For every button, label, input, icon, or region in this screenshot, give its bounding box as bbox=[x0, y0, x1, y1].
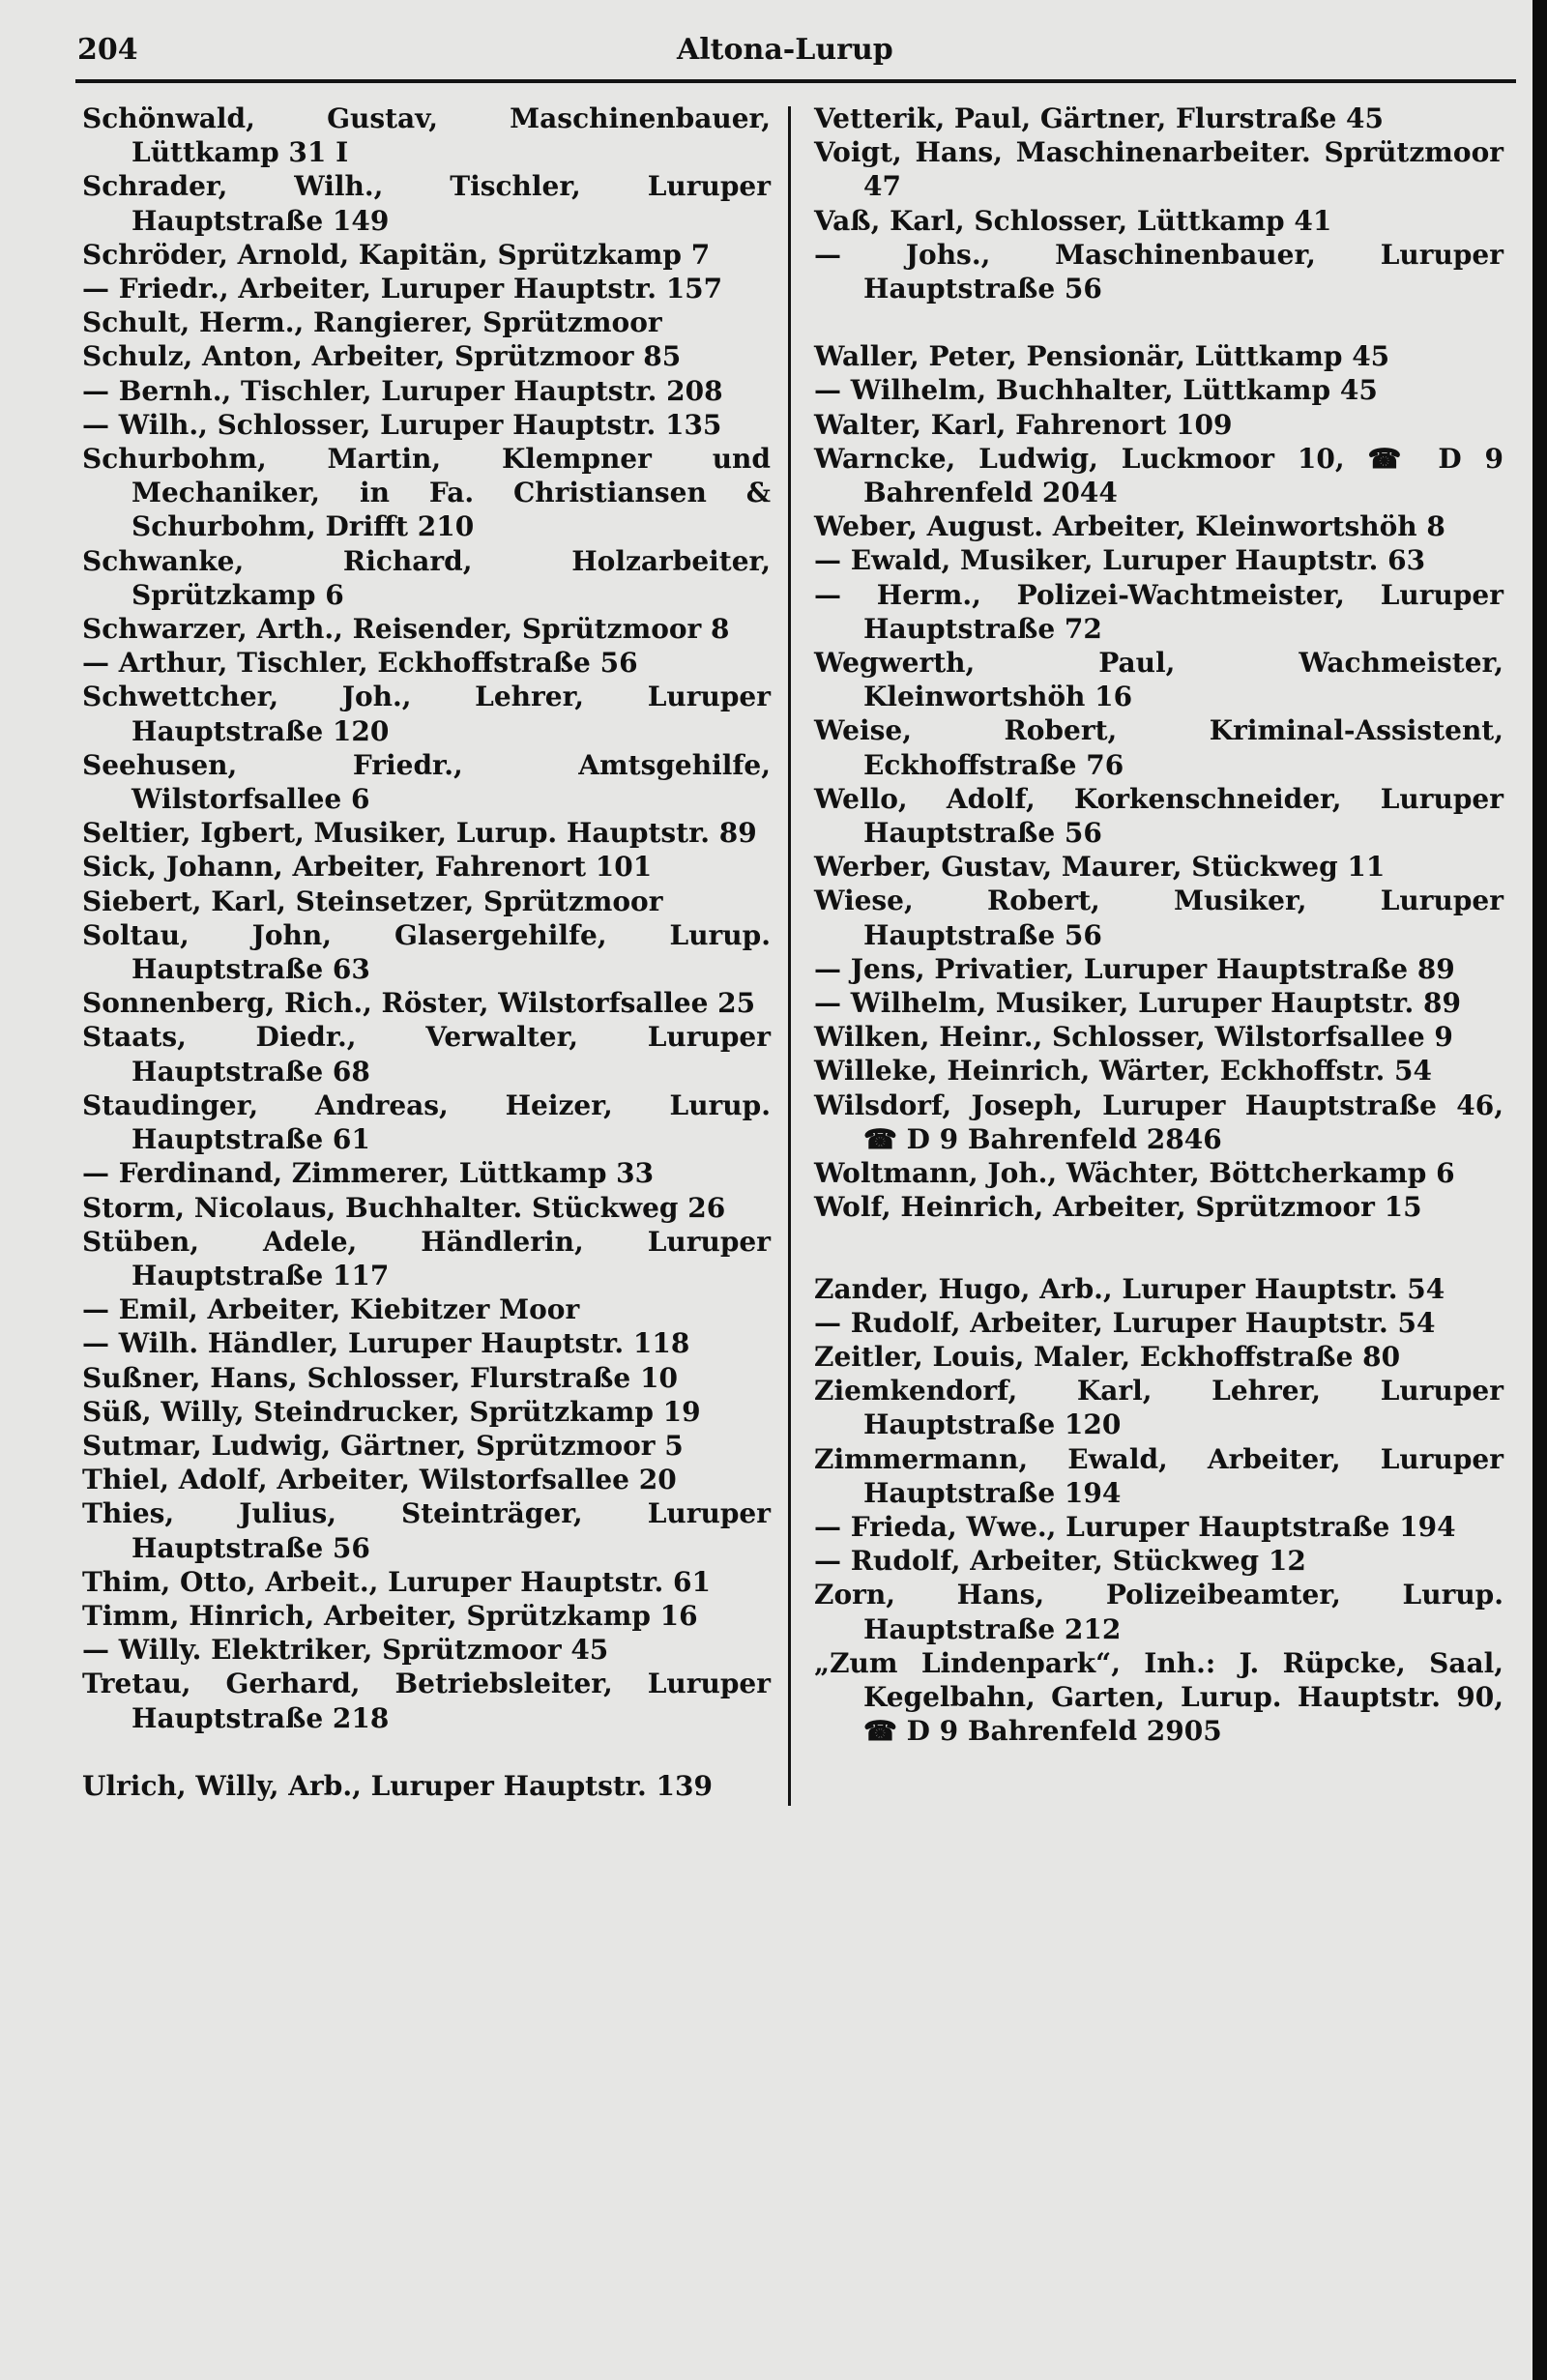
page-number: 204 bbox=[77, 33, 138, 67]
directory-entry: Staats, Diedr., Verwalter, Luruper Hauptstraße 68 bbox=[82, 1021, 771, 1088]
directory-entry: „Zum Lindenpark“, Inh.: J. Rüpcke, Saal, Kegelbahn, Garten, Lurup. Hauptstr. 90, ☎ D 9 Bahrenfeld 2905 bbox=[814, 1646, 1503, 1748]
directory-entry: — Wilh., Schlosser, Luruper Hauptstr. 135 bbox=[82, 408, 722, 441]
right-column bbox=[814, 102, 1503, 1748]
left-column bbox=[82, 102, 771, 1803]
directory-entry: Sonnenberg, Rich., Röster, Wilstorfsallee 25 bbox=[82, 987, 756, 1020]
directory-entry: — Arthur, Tischler, Eckhoffstraße 56 bbox=[82, 647, 638, 680]
directory-entry: Woltmann, Joh., Wächter, Böttcherkamp 6 bbox=[814, 1157, 1455, 1190]
directory-entry: — Frieda, Wwe., Luruper Hauptstraße 194 bbox=[814, 1510, 1456, 1543]
directory-entry: — Wilhelm, Buchhalter, Lüttkamp 45 bbox=[814, 374, 1378, 407]
right-entries-v bbox=[814, 102, 1503, 305]
directory-entry: Warncke, Ludwig, Luckmoor 10, ☎ D 9 Bahrenfeld 2044 bbox=[814, 442, 1503, 509]
section-gap bbox=[814, 305, 1503, 339]
directory-entry: Thiel, Adolf, Arbeiter, Wilstorfsallee 20 bbox=[82, 1464, 677, 1496]
directory-entry: Timm, Hinrich, Arbeiter, Sprützkamp 16 bbox=[82, 1599, 698, 1632]
section-gap bbox=[814, 1225, 1503, 1272]
directory-entry: Zimmermann, Ewald, Arbeiter, Luruper Hauptstraße 194 bbox=[814, 1442, 1503, 1509]
directory-entry: Schröder, Arnold, Kapitän, Sprützkamp 7 bbox=[82, 238, 711, 271]
directory-entry: Stüben, Adele, Händlerin, Luruper Hauptstraße 117 bbox=[82, 1225, 771, 1292]
directory-entry: Zorn, Hans, Polizeibeamter, Lurup. Hauptstraße 212 bbox=[814, 1579, 1503, 1645]
directory-entry: Waller, Peter, Pensionär, Lüttkamp 45 bbox=[814, 340, 1390, 373]
directory-entry: — Friedr., Arbeiter, Luruper Hauptstr. 157 bbox=[82, 273, 723, 305]
directory-entry: Sußner, Hans, Schlosser, Flurstraße 10 bbox=[82, 1361, 678, 1394]
left-entries bbox=[82, 102, 771, 1735]
directory-entry: — Ewald, Musiker, Luruper Hauptstr. 63 bbox=[814, 544, 1426, 577]
directory-entry: Tretau, Gerhard, Betriebsleiter, Luruper Hauptstraße 218 bbox=[82, 1668, 771, 1734]
directory-entry: Willeke, Heinrich, Wärter, Eckhoffstr. 54 bbox=[814, 1055, 1432, 1088]
left-entries-u bbox=[82, 1769, 771, 1803]
directory-entry: Weise, Robert, Kriminal-Assistent, Eckhoffstraße 76 bbox=[814, 714, 1503, 781]
directory-entry: Wegwerth, Paul, Wachmeister, Kleinwortshöh 16 bbox=[814, 647, 1503, 713]
directory-entry: Süß, Willy, Steindrucker, Sprützkamp 19 bbox=[82, 1395, 701, 1428]
directory-entry: Siebert, Karl, Steinsetzer, Sprützmoor bbox=[82, 885, 663, 917]
directory-entry: Schult, Herm., Rangierer, Sprützmoor bbox=[82, 306, 662, 339]
directory-entry: Weber, August. Arbeiter, Kleinwortshöh 8 bbox=[814, 510, 1445, 543]
directory-entry: — Wilh. Händler, Luruper Hauptstr. 118 bbox=[82, 1327, 690, 1360]
directory-entry: Schönwald, Gustav, Maschinenbauer, Lüttkamp 31 I bbox=[82, 102, 771, 169]
directory-entry: Ulrich, Willy, Arb., Luruper Hauptstr. 139 bbox=[82, 1769, 713, 1802]
directory-entry: — Herm., Polizei-Wachtmeister, Luruper Hauptstraße 72 bbox=[814, 578, 1503, 645]
directory-entry: Schwettcher, Joh., Lehrer, Luruper Hauptstraße 120 bbox=[82, 681, 771, 747]
directory-entry: — Emil, Arbeiter, Kiebitzer Moor bbox=[82, 1293, 580, 1326]
section-gap bbox=[82, 1735, 771, 1769]
directory-entry: Wilken, Heinr., Schlosser, Wilstorfsallee 9 bbox=[814, 1021, 1453, 1054]
directory-entry: Wilsdorf, Joseph, Luruper Hauptstraße 46, ☎ D 9 Bahrenfeld 2846 bbox=[814, 1088, 1503, 1155]
directory-entry: Storm, Nicolaus, Buchhalter. Stückweg 26 bbox=[82, 1191, 726, 1224]
directory-entry: Vetterik, Paul, Gärtner, Flurstraße 45 bbox=[814, 102, 1385, 134]
directory-entry: — Willy. Elektriker, Sprützmoor 45 bbox=[82, 1634, 609, 1667]
directory-entry: Vaß, Karl, Schlosser, Lüttkamp 41 bbox=[814, 204, 1332, 237]
directory-entry: Seltier, Igbert, Musiker, Lurup. Hauptstr. 89 bbox=[82, 817, 757, 850]
directory-entry: Wolf, Heinrich, Arbeiter, Sprützmoor 15 bbox=[814, 1191, 1422, 1224]
directory-entry: Sutmar, Ludwig, Gärtner, Sprützmoor 5 bbox=[82, 1429, 684, 1462]
column-divider bbox=[788, 106, 791, 1806]
directory-entry: Werber, Gustav, Maurer, Stückweg 11 bbox=[814, 851, 1386, 884]
directory-entry: Schwanke, Richard, Holzarbeiter, Sprützkamp 6 bbox=[82, 544, 771, 611]
directory-entry: Thim, Otto, Arbeit., Luruper Hauptstr. 61 bbox=[82, 1565, 711, 1598]
directory-entry: Wiese, Robert, Musiker, Luruper Hauptstraße 56 bbox=[814, 885, 1503, 951]
directory-entry: Schurbohm, Martin, Klempner und Mechaniker, in Fa. Christiansen & Schurbohm, Drifft 210 bbox=[82, 443, 771, 543]
directory-entry: Thies, Julius, Steinträger, Luruper Hauptstraße 56 bbox=[82, 1497, 771, 1564]
directory-entry: — Wilhelm, Musiker, Luruper Hauptstr. 89 bbox=[814, 987, 1461, 1020]
directory-entry: Staudinger, Andreas, Heizer, Lurup. Hauptstraße 61 bbox=[82, 1088, 771, 1156]
directory-entry: Voigt, Hans, Maschinenarbeiter. Sprützmoor 47 bbox=[814, 136, 1503, 203]
page-edge-shadow bbox=[1532, 0, 1547, 2380]
directory-entry: Ziemkendorf, Karl, Lehrer, Luruper Hauptstraße 120 bbox=[814, 1375, 1503, 1441]
directory-entry: Schwarzer, Arth., Reisender, Sprützmoor 8 bbox=[82, 613, 730, 646]
directory-entry: Schrader, Wilh., Tischler, Luruper Hauptstraße 149 bbox=[82, 170, 771, 237]
directory-entry: Schulz, Anton, Arbeiter, Sprützmoor 85 bbox=[82, 340, 682, 373]
directory-entry: Zander, Hugo, Arb., Luruper Hauptstr. 54 bbox=[814, 1272, 1445, 1305]
directory-entry: — Ferdinand, Zimmerer, Lüttkamp 33 bbox=[82, 1157, 655, 1190]
directory-entry: Walter, Karl, Fahrenort 109 bbox=[814, 408, 1233, 441]
directory-entry: Wello, Adolf, Korkenschneider, Luruper Hauptstraße 56 bbox=[814, 782, 1503, 850]
directory-entry: Soltau, John, Glasergehilfe, Lurup. Hauptstraße 63 bbox=[82, 918, 771, 986]
right-entries-w bbox=[814, 339, 1503, 1224]
directory-entry: — Johs., Maschinenbauer, Luruper Hauptstraße 56 bbox=[814, 238, 1503, 305]
directory-entry: — Rudolf, Arbeiter, Luruper Hauptstr. 54 bbox=[814, 1306, 1436, 1339]
directory-entry: Sick, Johann, Arbeiter, Fahrenort 101 bbox=[82, 851, 653, 884]
directory-entry: — Rudolf, Arbeiter, Stückweg 12 bbox=[814, 1545, 1306, 1578]
running-head: Altona-Lurup bbox=[677, 33, 893, 67]
directory-entry: — Bernh., Tischler, Luruper Hauptstr. 208 bbox=[82, 374, 723, 407]
right-entries-z bbox=[814, 1272, 1503, 1749]
header-rule bbox=[75, 79, 1516, 83]
directory-entry: Zeitler, Louis, Maler, Eckhoffstraße 80 bbox=[814, 1340, 1401, 1373]
directory-entry: — Jens, Privatier, Luruper Hauptstraße 89 bbox=[814, 952, 1455, 985]
directory-entry: Seehusen, Friedr., Amtsgehilfe, Wilstorfsallee 6 bbox=[82, 748, 771, 816]
